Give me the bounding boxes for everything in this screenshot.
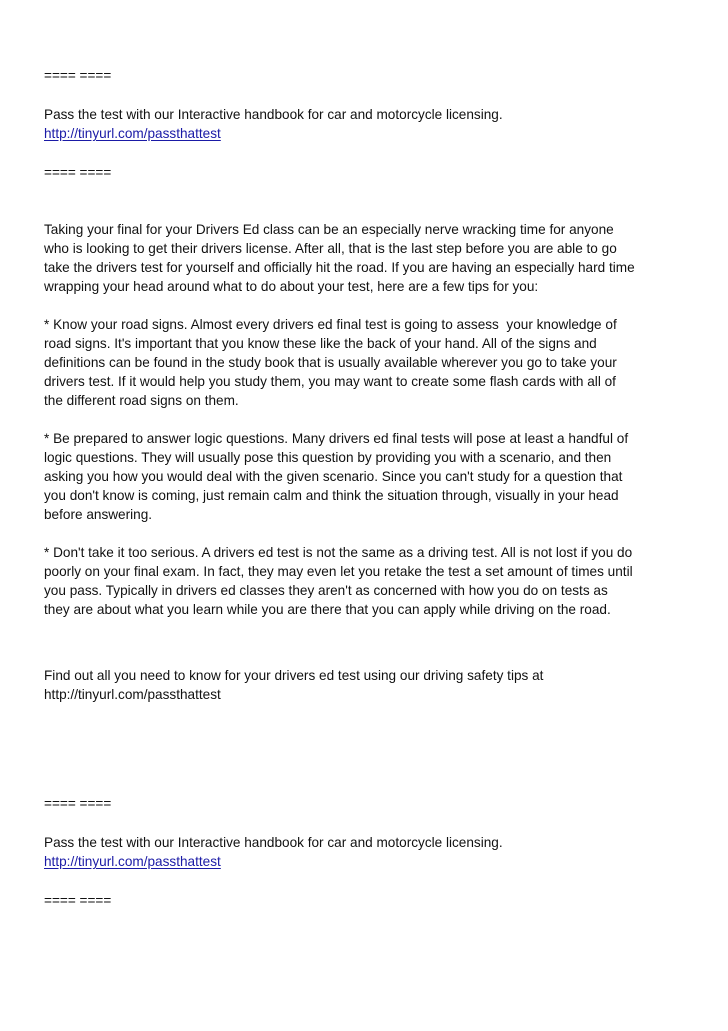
- spacer: [44, 871, 694, 891]
- footer-separator-top: ==== ====: [44, 796, 112, 811]
- spacer: [44, 813, 694, 833]
- tip-line: they are about what you learn while you are there that you can apply while driving on the road.: [44, 602, 611, 617]
- footer-promo-text: Pass the test with our Interactive handbook for car and motorcycle licensing.: [44, 835, 503, 850]
- intro-line: take the drivers test for yourself and officially hit the road. If you are having an especially hard time: [44, 260, 635, 275]
- spacer: [44, 85, 694, 105]
- header-promo-text: Pass the test with our Interactive handbook for car and motorcycle licensing.: [44, 107, 503, 122]
- tip-line: drivers test. If it would help you study them, you may want to create some flash cards with all of: [44, 374, 616, 389]
- footer-promo-line: [44, 852, 694, 871]
- tip-line: * Don't take it too serious. A drivers ed test is not the same as a driving test. All is not lost if you do: [44, 545, 633, 560]
- spacer: [44, 524, 694, 543]
- header-promo-line: [44, 124, 694, 143]
- closing-paragraph: [44, 666, 694, 704]
- tip-not-too-serious-paragraph: [44, 543, 694, 619]
- tip-line: road signs. It's important that you know these like the back of your hand. All of the signs and: [44, 336, 597, 351]
- spacer: [44, 296, 694, 315]
- footer-promo-link[interactable]: http://tinyurl.com/passthattest: [44, 854, 221, 869]
- tip-road-signs-paragraph: [44, 315, 694, 410]
- tip-line: logic questions. They will usually pose this question by providing you with a scenario, and then: [44, 450, 612, 465]
- spacer: [44, 619, 694, 666]
- intro-line: who is looking to get their drivers license. After all, that is the last step before you are able to go: [44, 241, 617, 256]
- tip-logic-questions-paragraph: [44, 429, 694, 524]
- tip-line: the different road signs on them.: [44, 393, 239, 408]
- tip-line: before answering.: [44, 507, 153, 522]
- intro-line: wrapping your head around what to do about your test, here are a few tips for you:: [44, 279, 539, 294]
- header-separator-top: ==== ====: [44, 68, 112, 83]
- tip-line: * Know your road signs. Almost every drivers ed final test is going to assess your knowledge of: [44, 317, 617, 332]
- spacer: [44, 410, 694, 429]
- closing-text: Find out all you need to know for your drivers ed test using our driving safety tips at: [44, 668, 544, 683]
- spacer: [44, 704, 694, 794]
- intro-paragraph: [44, 220, 694, 296]
- tip-line: asking you how you would deal with the given scenario. Since you can't study for a question that: [44, 469, 623, 484]
- spacer: [44, 182, 694, 220]
- spacer: [44, 143, 694, 163]
- tip-line: you don't know is coming, just remain calm and think the situation through, visually in your head: [44, 488, 619, 503]
- header-separator-bottom: ==== ====: [44, 165, 112, 180]
- tip-line: definitions can be found in the study book that is usually available wherever you go to take your: [44, 355, 617, 370]
- tip-line: you pass. Typically in drivers ed classes they aren't as concerned with how you do on tests as: [44, 583, 608, 598]
- closing-url: http://tinyurl.com/passthattest: [44, 687, 221, 702]
- header-promo-link[interactable]: http://tinyurl.com/passthattest: [44, 126, 221, 141]
- document-page: [44, 66, 694, 910]
- tip-line: * Be prepared to answer logic questions. Many drivers ed final tests will pose at least a handful of: [44, 431, 629, 446]
- footer-separator-bottom: ==== ====: [44, 893, 112, 908]
- intro-line: Taking your final for your Drivers Ed class can be an especially nerve wracking time for anyone: [44, 222, 614, 237]
- tip-line: poorly on your final exam. In fact, they may even let you retake the test a set amount of times until: [44, 564, 633, 579]
